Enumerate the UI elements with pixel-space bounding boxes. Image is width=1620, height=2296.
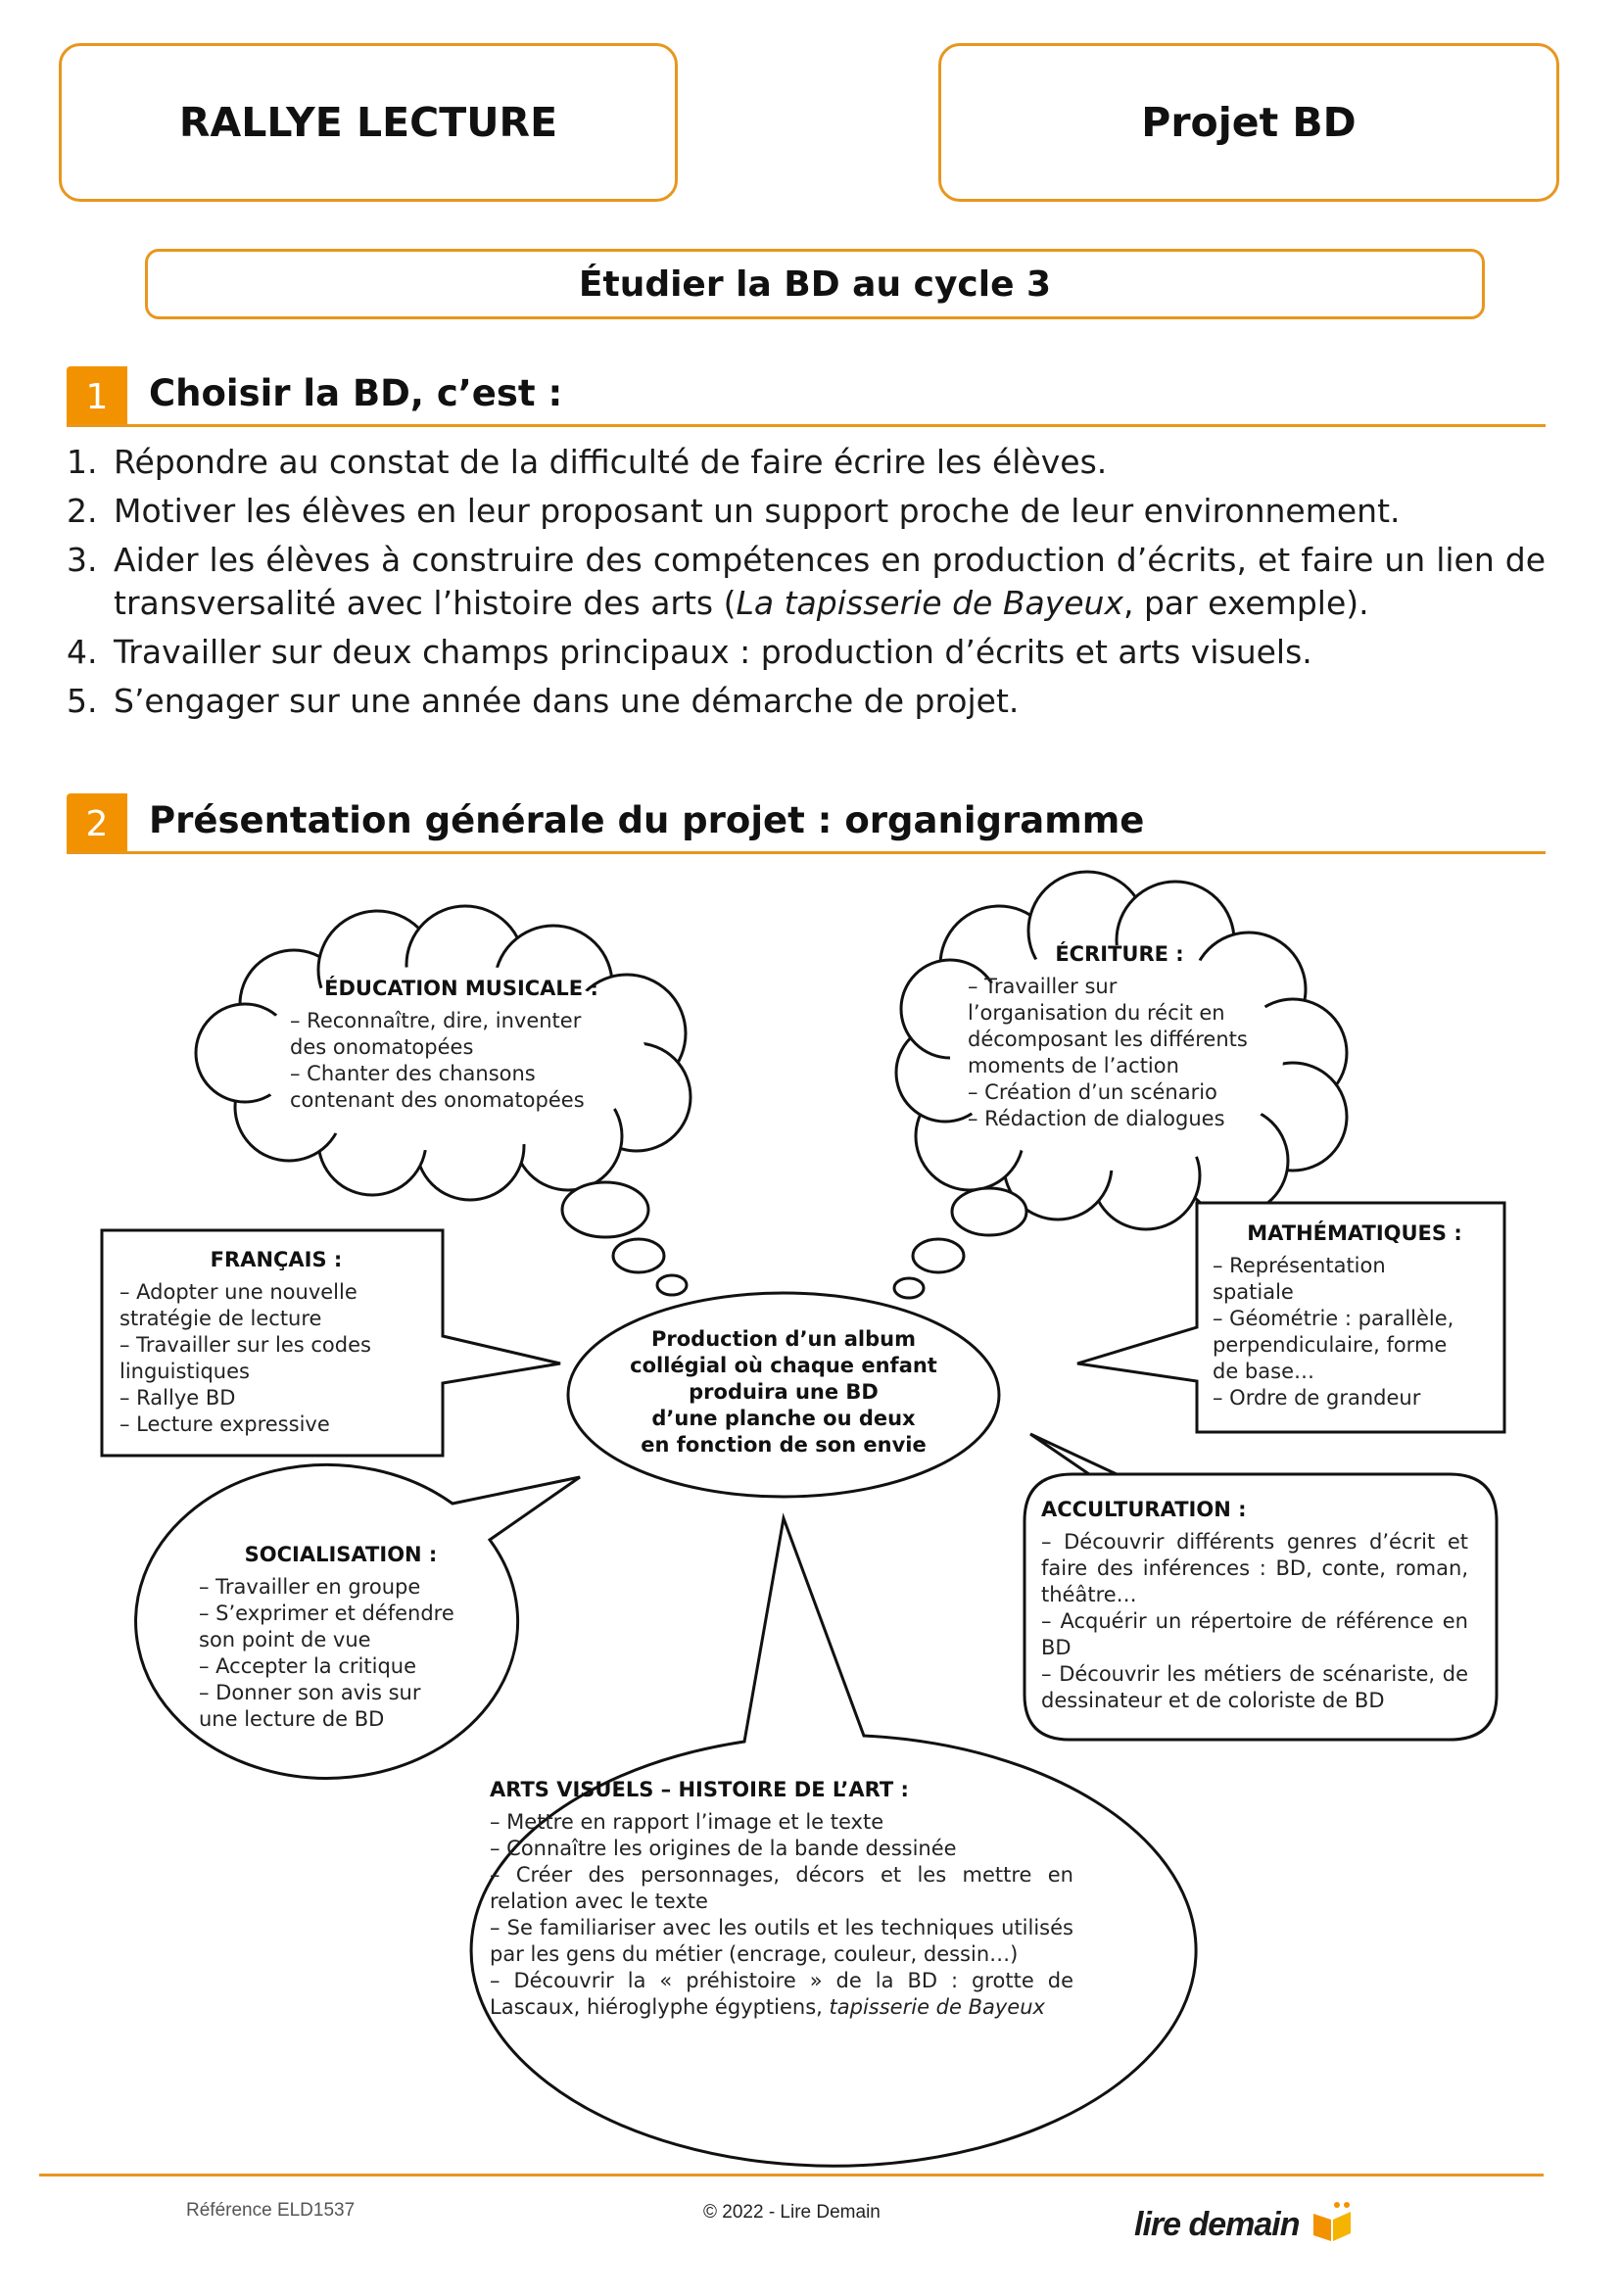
footer-reference: Référence ELD1537 [186, 2200, 356, 2221]
section-1-title: Choisir la BD, c’est : [149, 372, 563, 414]
footer-copyright: © 2022 - Lire Demain [703, 2202, 881, 2223]
section-1-number: 1 [67, 366, 127, 427]
thought-bubble-dot [562, 1182, 648, 1237]
list-item: 4. Travailler sur deux champs principaux : production d’écrits et arts visuels. [67, 633, 1312, 671]
rallye-lecture-title: RALLYE LECTURE [178, 99, 558, 146]
mathematiques-heading: MATHÉMATIQUES : [1247, 1221, 1462, 1245]
socialisation-text: SOCIALISATION : – Travailler en groupe – S’exprimer et défendre son point de vue – Accepter la critique – Donner son avis sur une lecture de BD [199, 1542, 483, 1733]
socialisation-heading: SOCIALISATION : [244, 1543, 438, 1566]
list-item: 3. Aider les élèves à construire des compétences en production d’écrits, et faire un lien de transversalité avec l’histoire des arts (La tapisserie de Bayeux, par exemple). [67, 541, 1546, 622]
list-item: 2. Motiver les élèves en leur proposant un support proche de leur environnement. [67, 492, 1401, 530]
acculturation-text: ACCULTURATION : – Découvrir différents genres d’écrit et faire des inférences : BD, conte, roman, théâtre… – Acquérir un répertoire de référence en BD – Découvrir les métiers de scénariste, de dessinateur et de coloriste de BD [1041, 1498, 1468, 1712]
list-item: 1. Répondre au constat de la difficulté de faire écrire les élèves. [67, 443, 1108, 481]
section-2-title: Présentation générale du projet : organigramme [149, 799, 1145, 841]
ecriture-heading: ÉCRITURE : [1055, 942, 1184, 966]
francais-heading: FRANÇAIS : [210, 1248, 343, 1271]
ecriture-text: ÉCRITURE : – Travailler sur l’organisation du récit en décomposant les différents moments de l’action – Création d’un scénario – Rédaction de dialogues [968, 941, 1271, 1132]
francais-text: FRANÇAIS : – Adopter une nouvelle stratégie de lecture – Travailler sur les codes linguistiques – Rallye BD – Lecture expressive [119, 1247, 433, 1438]
page-subtitle: Étudier la BD au cycle 3 [578, 263, 1052, 305]
lire-demain-logo [1134, 2192, 1353, 2244]
list-item: 5. S’engager sur une année dans une démarche de projet. [67, 682, 1020, 720]
thought-bubble-dot [657, 1275, 687, 1295]
arts-visuels-text: ARTS VISUELS – HISTOIRE DE L’ART : – Mettre en rapport l’image et le texte – Connaître les origines de la bande dessinée – Créer des personnages, décors et les mettre en relation avec le texte – Se familiariser avec les outils et les techniques utilisés par les gens du métier (encrage, couleur, dessin…) – Découvrir la « préhistoire » de la BD : grotte de Lascaux, hiéroglyphe égyptiens, tapisserie de Bayeux [490, 1778, 1073, 2019]
education-musicale-heading: ÉDUCATION MUSICALE : [324, 977, 598, 1000]
section-2-number: 2 [67, 793, 127, 854]
projet-bd-title: Projet BD [1141, 99, 1357, 146]
acculturation-heading: ACCULTURATION : [1041, 1498, 1247, 1521]
book-icon [1310, 2200, 1355, 2243]
arts-visuels-heading: ARTS VISUELS – HISTOIRE DE L’ART : [490, 1778, 909, 1801]
thought-bubble-dot [952, 1188, 1026, 1235]
thought-bubble-dot [894, 1278, 924, 1298]
education-musicale-text: ÉDUCATION MUSICALE : – Reconnaître, dire, inventer des onomatopées – Chanter des chansons contenant des onomatopées [290, 976, 633, 1114]
mathematiques-text: MATHÉMATIQUES : – Représentation spatiale – Géométrie : parallèle, perpendiculaire, forme de base… – Ordre de grandeur [1213, 1220, 1497, 1411]
thought-bubble-dot [913, 1239, 964, 1272]
footer-rule [39, 2174, 1544, 2176]
logo-text: lire demain [1134, 2206, 1300, 2243]
thought-bubble-dot [613, 1239, 664, 1272]
center-production-text: Production d’un album collégial où chaque enfant produira une BD d’une planche ou deux en fonction de son envie [630, 1327, 937, 1457]
